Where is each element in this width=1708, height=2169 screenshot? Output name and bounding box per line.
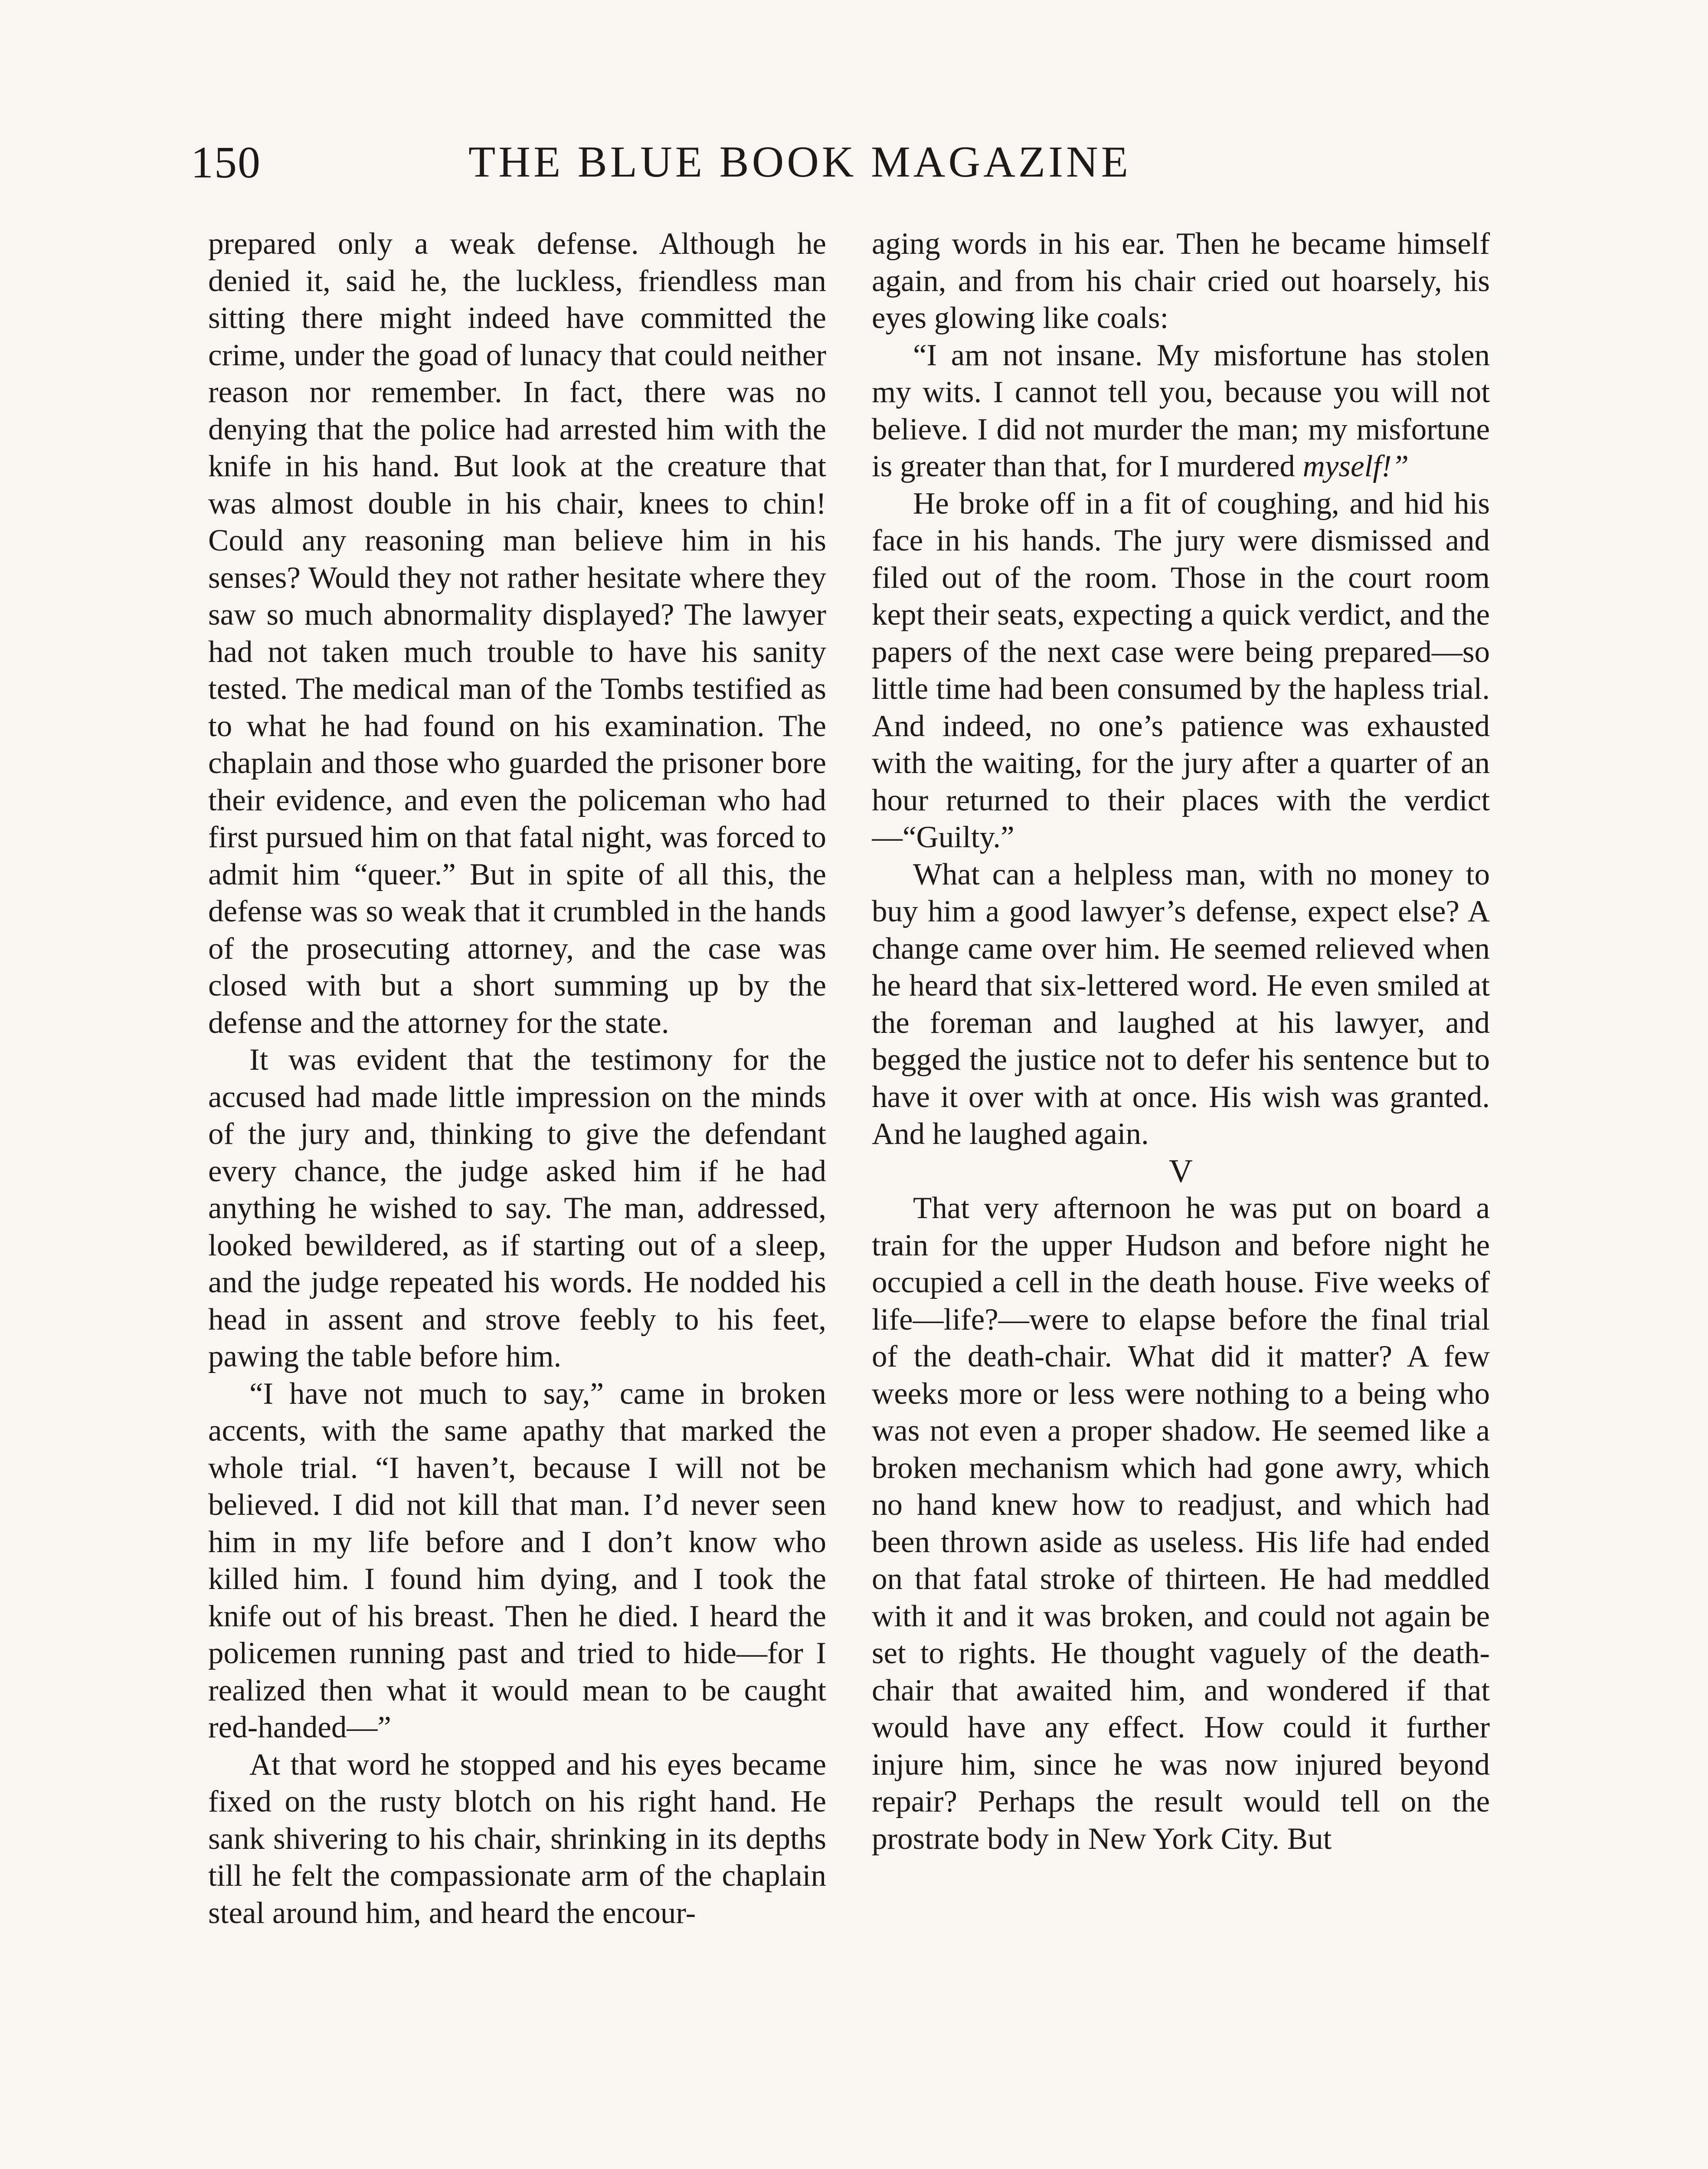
left-paragraph-2: It was evident that the testimony for the accused had made little impression on the minds of the jury and, thinking to give the defendant every chance, the judge asked him if he had anything he wished to say. The man, addressed, looked bewildered, as if starting out of a sleep, and the judge repeated his words. He nodded his head in assent and strove feebly to his feet, pawing the table before him.	[208, 1043, 826, 1373]
right-paragraph-2-italic: myself!”	[1302, 449, 1409, 483]
right-paragraph-2	[872, 337, 1490, 485]
right-paragraph-2-text: “I am not insane. My misfortune has stolen my wits. I cannot tell you, because you will not believe. I did not murder the man; my misfortune is greater than that, for I murdered	[872, 338, 1490, 483]
left-paragraph-4: At that word he stopped and his eyes became fixed on the rusty blotch on his right hand. He sank shivering to his chair, shrinking in its depths till he felt the compassionate arm of the chaplain steal around him, and heard the encour-	[208, 1747, 826, 1930]
magazine-title: THE BLUE BOOK MAGAZINE	[468, 138, 1132, 187]
page-header	[191, 137, 1501, 197]
right-paragraph-3: He broke off in a fit of coughing, and hid his face in his hands. The jury were dismissed and filed out of the room. Those in the court room kept their seats, expecting a quick verdict, and the papers of the next case were being prepared—so little time had been consumed by the hapless trial. And indeed, no one’s patience was exhausted with the waiting, for the jury after a quarter of an hour returned to their places with the verdict—“Guilty.”	[872, 486, 1490, 854]
left-column	[208, 226, 826, 2169]
left-paragraph-3: “I have not much to say,” came in broken accents, with the same apathy that marked the whole trial. “I haven’t, because I will not be believed. I did not kill that man. I’d never seen him in my life before and I don’t know who killed him. I found him dying, and I took the knife out of his breast. Then he died. I heard the policemen running past and tried to hide—for I realized then what it would mean to be caught red-handed—”	[208, 1376, 826, 1744]
right-column	[872, 226, 1490, 2169]
right-paragraph-5: That very afternoon he was put on board a train for the upper Hudson and before night he occupied a cell in the death house. Five weeks of life—life?—were to elapse before the final trial of the death-chair. What did it matter? A few weeks more or less were nothing to a being who was not even a proper shadow. He seemed like a broken mechanism which had gone awry, which no hand knew how to readjust, and which had been thrown aside as useless. His life had ended on that fatal stroke of thirteen. He had meddled with it and it was broken, and could not again be set to rights. He thought vaguely of the death-chair that awaited him, and wondered if that would have any effect. How could it further injure him, since he was now injured beyond repair? Perhaps the result would tell on the prostrate body in New York City. But	[872, 1191, 1490, 1856]
right-paragraph-1: aging words in his ear. Then he became himself again, and from his chair cried out hoarsely, his eyes glowing like coals:	[872, 227, 1490, 335]
left-paragraph-1: prepared only a weak defense. Although he denied it, said he, the luckless, friendless man sitting there might indeed have committed the crime, under the goad of lunacy that could neither reason nor remember. In fact, there was no denying that the police had arrested him with the knife in his hand. But look at the creature that was almost double in his chair, knees to chin! Could any reasoning man believe him in his senses? Would they not rather hesitate where they saw so much abnormality displayed? The lawyer had not taken much trouble to have his sanity tested. The medical man of the Tombs testified as to what he had found on his examination. The chaplain and those who guarded the prisoner bore their evidence, and even the policeman who had first pursued him on that fatal night, was forced to admit him “queer.” But in spite of all this, the defense was so weak that it crumbled in the hands of the prosecuting attorney, and the case was closed with but a short summing up by the defense and the attorney for the state.	[208, 227, 826, 1040]
right-paragraph-4: What can a helpless man, with no money to buy him a good lawyer’s defense, expect else? A change came over him. He seemed relieved when he heard that six-lettered word. He even smiled at the foreman and laughed at his lawyer, and begged the justice not to defer his sentence but to have it over with at once. His wish was granted. And he laughed again.	[872, 857, 1490, 1151]
section-heading: V	[1169, 1153, 1193, 1189]
page-number: 150	[191, 138, 261, 187]
